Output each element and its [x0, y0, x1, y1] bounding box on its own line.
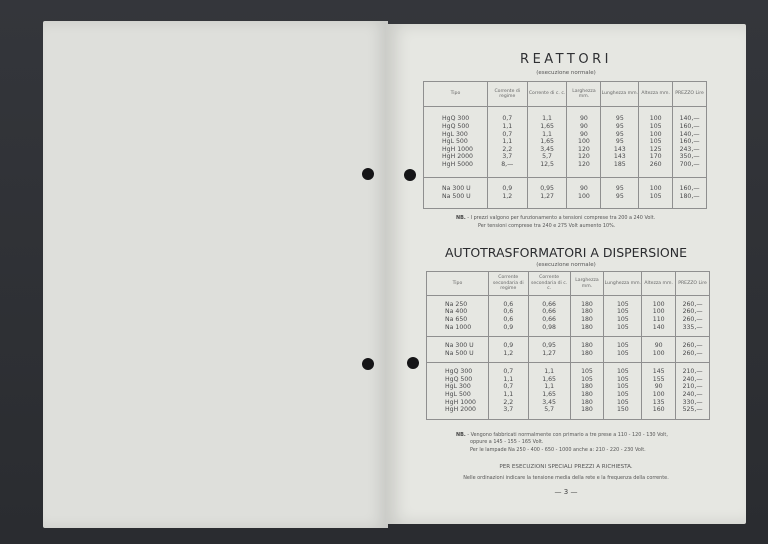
prezzo-cell: 140,— 160,— 140,— 160,— 243,— 350,— 700,—: [673, 107, 707, 178]
autotrasformatori-note-line2: oppure a 145 - 155 - 165 Volt.: [470, 439, 544, 445]
table-header-row: [424, 82, 707, 107]
punch-hole: [362, 358, 374, 370]
col-header: Corrente di regime: [487, 82, 527, 107]
reattori-note: NB. - I prezzi valgono per funzionamento a tensioni comprese tra 200 a 240 Volt.: [456, 215, 656, 221]
lunghezza-cell: 95 95 95 95 143 143 185: [601, 107, 639, 178]
altezza-cell: 145 155 90 100 135 160: [642, 363, 676, 420]
table-row: [427, 337, 710, 363]
blank-left-page: [43, 21, 388, 528]
autotrasformatori-subtitle: (esecuzione normale): [536, 262, 596, 268]
reattori-title: REATTORI: [520, 52, 612, 67]
lunghezza-cell: 105 105 105 105 105 150: [604, 363, 642, 420]
col-header: Altezza mm.: [642, 272, 676, 296]
reattori-table: [423, 81, 707, 209]
corrente-cc-cell: 0,95 1,27: [528, 337, 570, 363]
tipo-cell: Na 300 U Na 500 U: [424, 178, 488, 209]
col-header: Tipo: [427, 272, 489, 296]
page-number: — 3 —: [554, 488, 578, 496]
col-header: Corrente secondaria di regime: [488, 272, 528, 296]
autotrasformatori-note: NB. - Vengono fabbricati normalmente con primario a tre prese a 110 - 120 - 130 Volt,: [456, 432, 668, 438]
larghezza-cell: 90 90 90 100 120 120 120: [567, 107, 601, 178]
table-row: [424, 107, 707, 178]
tipo-cell: Na 250 Na 400 Na 650 Na 1000: [427, 296, 489, 337]
prezzo-cell: 160,— 180,—: [673, 178, 707, 209]
prezzo-cell: 260,— 260,—: [676, 337, 710, 363]
lunghezza-cell: 105 105 105 105: [604, 296, 642, 337]
price-list-page: [386, 24, 746, 524]
lunghezza-cell: 105 105: [604, 337, 642, 363]
footer-special-prices: PER ESECUZIONI SPECIALI PREZZI A RICHIESTA.: [499, 464, 633, 470]
col-header: Lunghezza mm.: [604, 272, 642, 296]
corrente-cc-cell: 1,1 1,65 1,1 1,65 3,45 5,7: [528, 363, 570, 420]
table-header-row: [427, 272, 710, 296]
autotrasformatori-title: AUTOTRASFORMATORI A DISPERSIONE: [445, 245, 687, 260]
col-header: Corrente di c. c.: [527, 82, 567, 107]
altezza-cell: 100 105 100 105 125 170 260: [639, 107, 673, 178]
altezza-cell: 90 100: [642, 337, 676, 363]
corrente-cc-cell: 1,1 1,65 1,1 1,65 3,45 5,7 12,5: [527, 107, 567, 178]
col-header: Lunghezza mm.: [601, 82, 639, 107]
footer-order-note: Nelle ordinazioni indicare la tensione media della rete e la frequenza della corrente.: [463, 475, 669, 481]
larghezza-cell: 90 100: [567, 178, 601, 209]
autotrasformatori-note-line3: Per le lampade Na 250 - 400 - 650 - 1000 anche a: 210 - 220 - 230 Volt.: [470, 447, 646, 453]
col-header: PREZZO Lire: [676, 272, 710, 296]
col-header: Tipo: [424, 82, 488, 107]
autotrasformatori-table: [426, 271, 710, 420]
reattori-note-line2: Per tensioni comprese tra 240 e 275 Volt aumento 10%.: [478, 223, 616, 229]
altezza-cell: 100 100 110 140: [642, 296, 676, 337]
punch-hole: [362, 168, 374, 180]
corrente-regime-cell: 0,9 1,2: [488, 337, 528, 363]
table-row: [424, 178, 707, 209]
tipo-cell: HgQ 300 HgQ 500 HgL 300 HgL 500 HgH 1000 HgH 2000: [427, 363, 489, 420]
larghezza-cell: 180 180 180 180: [570, 296, 604, 337]
corrente-regime-cell: 0,7 1,1 0,7 1,1 2,2 3,7: [488, 363, 528, 420]
col-header: PREZZO Lire: [673, 82, 707, 107]
larghezza-cell: 105 105 180 180 180 180: [570, 363, 604, 420]
corrente-cc-cell: 0,95 1,27: [527, 178, 567, 209]
col-header: Larghezza mm.: [567, 82, 601, 107]
larghezza-cell: 180 180: [570, 337, 604, 363]
col-header: Larghezza mm.: [570, 272, 604, 296]
tipo-cell: Na 300 U Na 500 U: [427, 337, 489, 363]
corrente-regime-cell: 0,9 1,2: [487, 178, 527, 209]
col-header: Corrente secondaria di c. c.: [528, 272, 570, 296]
tipo-cell: HgQ 300 HgQ 500 HgL 300 HgL 500 HgH 1000 HgH 2000 HgH 5000: [424, 107, 488, 178]
corrente-cc-cell: 0,66 0,66 0,66 0,98: [528, 296, 570, 337]
corrente-regime-cell: 0,7 1,1 0,7 1,1 2,2 3,7 8,—: [487, 107, 527, 178]
col-header: Altezza mm.: [639, 82, 673, 107]
table-row: [427, 363, 710, 420]
reattori-subtitle: (esecuzione normale): [536, 70, 596, 76]
table-row: [427, 296, 710, 337]
corrente-regime-cell: 0,6 0,6 0,6 0,9: [488, 296, 528, 337]
prezzo-cell: 210,— 240,— 210,— 240,— 330,— 525,—: [676, 363, 710, 420]
prezzo-cell: 260,— 260,— 260,— 335,—: [676, 296, 710, 337]
altezza-cell: 100 105: [639, 178, 673, 209]
lunghezza-cell: 95 95: [601, 178, 639, 209]
